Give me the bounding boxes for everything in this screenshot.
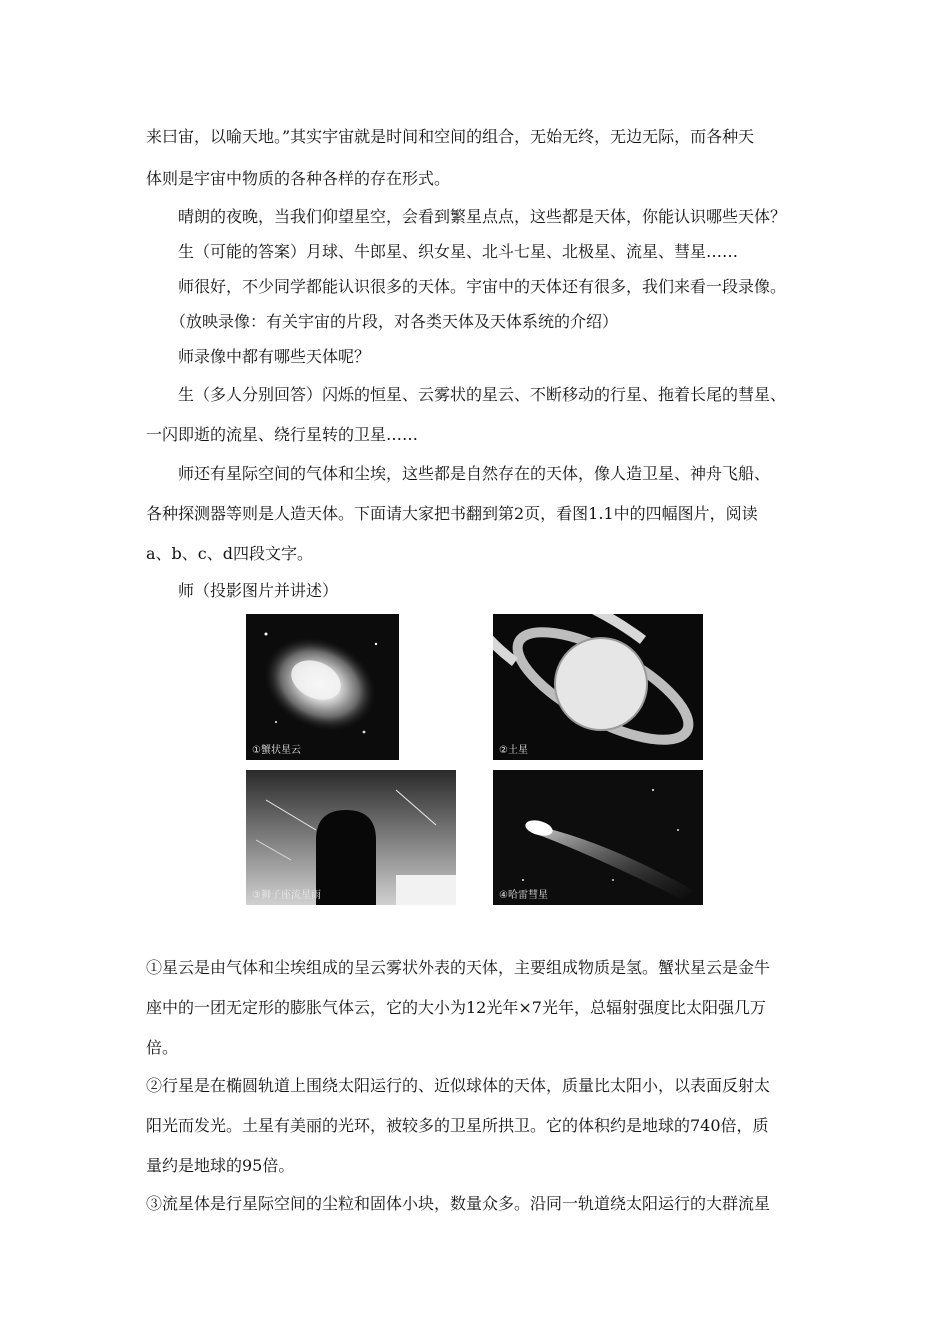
description-line: 阳光而发光。土星有美丽的光环，被较多的卫星所拱卫。它的体积约是地球的740倍，质 (146, 1116, 769, 1135)
paragraph-line: 体则是宇宙中物质的各种各样的存在形式。 (146, 169, 451, 188)
paragraph-line: （放映录像：有关宇宙的片段，对各类天体及天体系统的介绍） (170, 312, 619, 331)
paragraph-line: 师还有星际空间的气体和尘埃，这些都是自然存在的天体，像人造卫星、神舟飞船、 (178, 464, 771, 483)
paragraph-line: 晴朗的夜晚，当我们仰望星空，会看到繁星点点，这些都是天体，你能认识哪些天体？ (178, 207, 787, 226)
paragraph-line: 来曰宙，以喻天地。”其实宇宙就是时间和空间的组合，无始无终，无边无际，而各种天 (146, 127, 755, 146)
paragraph-line: 师（投影图片并讲述） (178, 581, 339, 600)
paragraph-line: 各种探测器等则是人造天体。下面请大家把书翻到第2页，看图1.1中的四幅图片，阅读 (146, 504, 758, 523)
saturn-image (493, 614, 703, 760)
figure-caption: ②土星 (499, 745, 528, 756)
halley-comet-image (493, 770, 703, 905)
paragraph-line: 一闪即逝的流星、绕行星转的卫星…… (146, 425, 419, 444)
meteor-shower-image (246, 770, 456, 905)
nebula-illustration (246, 614, 399, 760)
paragraph-line: 生（多人分别回答）闪烁的恒星、云雾状的星云、不断移动的行星、拖着长尾的彗星、 (178, 385, 787, 404)
paragraph-line: 师很好，不少同学都能认识很多的天体。宇宙中的天体还有很多，我们来看一段录像。 (178, 277, 787, 296)
figure-caption: ①蟹状星云 (252, 745, 301, 756)
figure-caption: ④哈雷彗星 (499, 890, 548, 901)
figure-caption: ③狮子座流星雨 (252, 890, 321, 901)
description-line: ③流星体是行星际空间的尘粒和固体小块，数量众多。沿同一轨道绕太阳运行的大群流星 (146, 1194, 771, 1213)
saturn-illustration (493, 614, 703, 760)
meteor-illustration (246, 770, 456, 905)
description-line: 倍。 (146, 1038, 179, 1057)
description-line: 量约是地球的95倍。 (146, 1156, 295, 1175)
crab-nebula-image (246, 614, 399, 760)
description-line: ②行星是在椭圆轨道上围绕太阳运行的、近似球体的天体，质量比太阳小，以表面反射太 (146, 1076, 771, 1095)
paragraph-line: a、b、c、d四段文字。 (146, 544, 313, 563)
description-line: 座中的一团无定形的膨胀气体云，它的大小为12光年×7光年，总辐射强度比太阳强几万 (146, 998, 766, 1017)
comet-illustration (493, 770, 703, 905)
description-line: ①星云是由气体和尘埃组成的呈云雾状外表的天体，主要组成物质是氢。蟹状星云是金牛 (146, 958, 771, 977)
paragraph-line: 生（可能的答案）月球、牛郎星、织女星、北斗七星、北极星、流星、彗星…… (178, 242, 739, 261)
paragraph-line: 师录像中都有哪些天体呢？ (178, 347, 371, 366)
